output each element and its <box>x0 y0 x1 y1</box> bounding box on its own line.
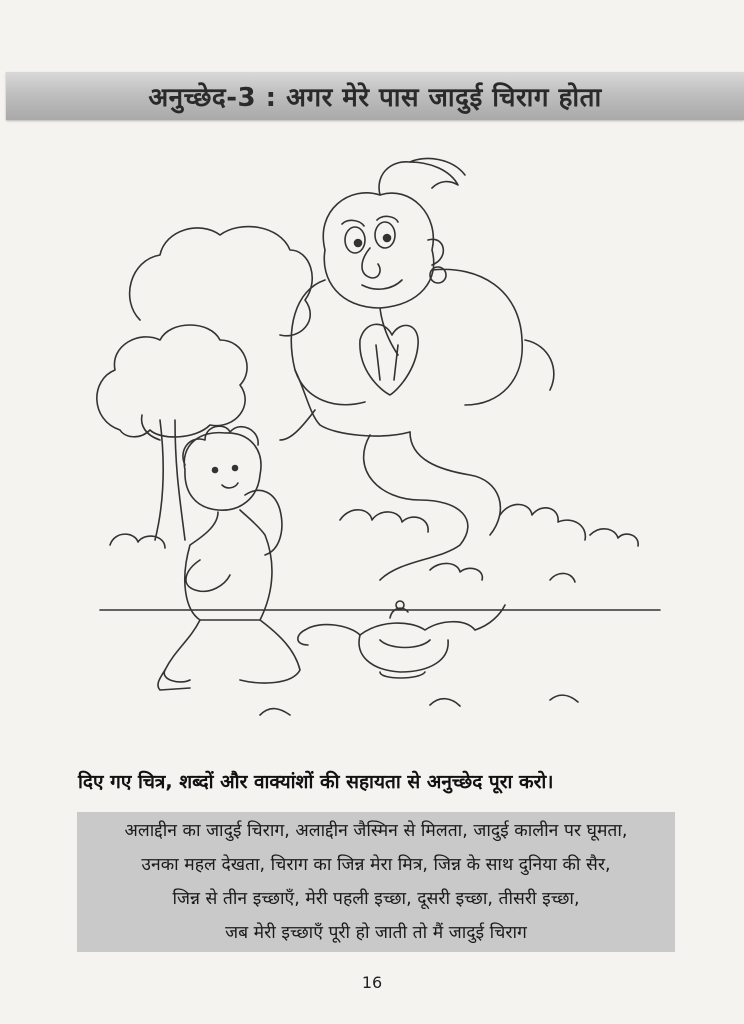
word-line: जब मेरी इच्छाएँ पूरी हो जाती तो मैं जादुई चिराग <box>225 923 527 943</box>
word-line: उनका महल देखता, चिराग का जिन्न मेरा मित्र, जिन्न के साथ दुनिया की सैर, <box>141 855 611 875</box>
word-line: जिन्न से तीन इच्छाएँ, मेरी पहली इच्छा, दूसरी इच्छा, तीसरी इच्छा, <box>172 889 580 909</box>
boy-icon <box>158 426 300 690</box>
word-hint-box <box>77 812 675 952</box>
title-bar <box>6 72 744 120</box>
tree-icon <box>97 227 312 540</box>
genie-illustration <box>80 140 680 730</box>
page-title: अनुच्छेद-3 : अगर मेरे पास जादुई चिराग होता <box>148 83 602 113</box>
magic-lamp-icon <box>298 601 505 678</box>
page-number: 16 <box>361 973 383 992</box>
grass-tufts <box>260 695 578 715</box>
instruction-text: दिए गए चित्र, शब्दों और वाक्यांशों की सहायता से अनुच्छेद पूरा करो। <box>78 771 554 793</box>
word-line: अलाद्दीन का जादुई चिराग, अलाद्दीन जैस्मिन से मिलता, जादुई कालीन पर घूमता, <box>124 821 628 841</box>
